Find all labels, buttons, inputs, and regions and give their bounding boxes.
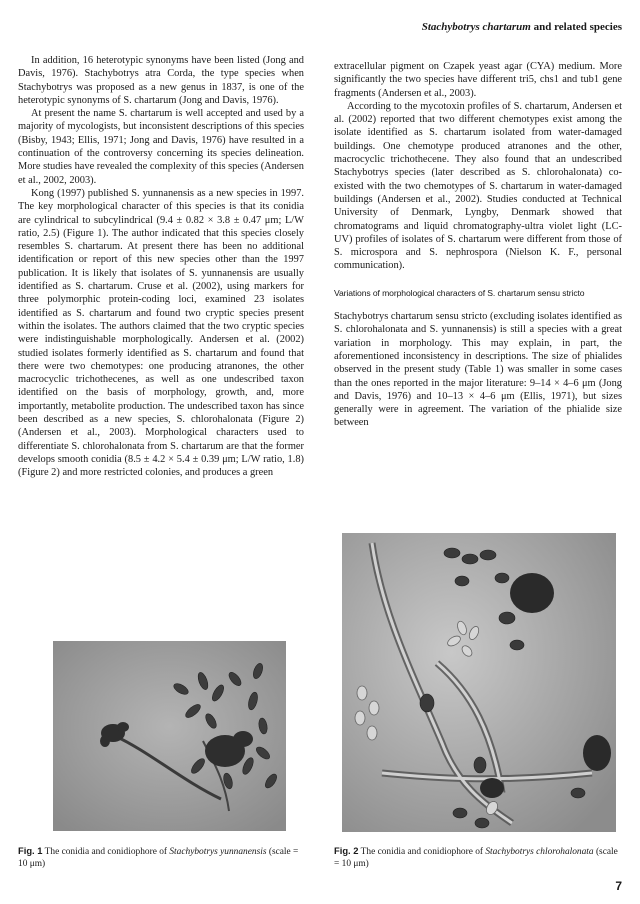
figure-2-micrograph xyxy=(342,533,616,832)
paragraph: Stachybotrys chartarum sensu stricto (excluding isolates identified as S. chlorohalonata and S. yunnanensis) is still a species with a great variation in morphology. This may explain, in part, the aforementioned inconsistency in descriptions. The size of phialides observed in the present study (Table 1) was smaller in some cases than the ones reported in the major literature: 9–14 × 4–6 μm (Jong and Davis, 1976) and 10–13 × 4–6 μm (Ellis, 1971), but sizes generally were in agreement. The variation of the phialide size between xyxy=(334,311,622,429)
paragraph: In addition, 16 heterotypic synonyms have been listed (Jong and Davis, 1976). Stachybotrys atra Corda, the type species when Stachybotrys was proposed as a new genus in 1837, is one of the heterotypic synonyms of S. chartarum (Jong and Davis, 1976). xyxy=(18,55,304,106)
figure-2-caption xyxy=(334,845,622,870)
paragraph: Kong (1997) published S. yunnanensis as a new species in 1997. The key morphological character of this species is that its conidia are cylindrical to subcylindrical (9.4 ± 0.82 × 3.8 ± 0.47 μm; L/W ratio, 2.5) (Figure 1). The author indicated that this species closely resembles S. chartarum. At present there has been no additional identification or report of this new species other than the 1997 publication. It is likely that isolates of S. yunnanensis are usually identified as S. chartarum. Cruse et al. (2002), using markers for three polymorphic protein-coding loci, examined 23 isolates identified as S. chartarum and found two cryptic species present within the isolates. The authors claimed that the two cryptic species were indistinguishable morphologically. Andersen et al. (2002) studied isolates formerly identified as S. chartarum and found that there were two chemotypes: one producing atranones, the other macrocyclic trichothecenes, as well as one undescribed taxon identified on the basis of morphology, growth, and, more importantly, metabolite production. The undescribed taxon has since been described as a new species, S. chlorohalonata (Figure 2) (Andersen et al., 2003). Morphological characters used to differentiate S. chlorohalonata from S. chartarum are that the former develops smooth conidia (8.5 ± 4.2 × 5.4 ± 0.39 μm; L/W ratio, 1.8) (Figure 2) and more restricted colonies, and produces a green xyxy=(18,187,304,479)
figure-1-caption xyxy=(18,845,306,870)
right-column xyxy=(334,60,622,430)
section-subheading: Variations of morphological characters of S. chartarum sensu stricto xyxy=(334,287,585,298)
figure-label: Fig. 1 xyxy=(18,845,43,856)
caption-text: The conidia and conidiophore of xyxy=(42,847,170,857)
caption-text: (scale = 10 μm) xyxy=(334,847,618,869)
running-head-rest: and related species xyxy=(530,21,622,33)
paragraph: extracellular pigment on Czapek yeast agar (CYA) medium. More significantly the two species have different tri5, chs1 and tub1 gene fragments (Andersen et al., 2003). xyxy=(334,61,622,99)
caption-species: Stachybotrys yunnanensis xyxy=(169,847,267,857)
figure-label: Fig. 2 xyxy=(334,845,359,856)
caption-species: Stachybotrys chlorohalonata xyxy=(485,847,594,857)
page-number: 7 xyxy=(615,879,622,893)
caption-text: (scale = 10 μm) xyxy=(18,847,299,869)
paragraph: According to the mycotoxin profiles of S. chartarum, Andersen et al. (2002) reported that two different chemotypes exist among the isolate identified as S. chartarum isolated from water-damaged buildings. One chemotype produced atranones and the other, macrocyclic trichothecene. They also found that an undescribed Stachybotrys species (later described as S. chlorohalonata) co-existed with the two chemotypes of S. chartarum in water-damaged buildings (Andersen et al., 2002). Studies conducted at Technical University of Denmark, Lyngby, Denmark showed that chromatograms and liquid chromatography-ultra violet light (LC-UV) profiles of isolates of S. chartarum were different from those of S. microspora and S. nephrospora (Nielson K. F., personal communication). xyxy=(334,100,622,272)
running-head xyxy=(422,21,622,33)
paragraph: At present the name S. chartarum is well accepted and used by a majority of mycologists, but inconsistent descriptions of this species (Bisby, 1943; Ellis, 1971; Jong and Davis, 1976) have resulted in a continuation of the controversy concerning its species delineation. More studies have revealed the complexity of this species (Andersen et al., 2002, 2003). xyxy=(18,108,304,186)
caption-text: The conidia and conidiophore of xyxy=(358,847,486,857)
figure-1-micrograph xyxy=(53,641,286,831)
running-head-species: Stachybotrys chartarum xyxy=(421,21,531,33)
left-column xyxy=(18,54,304,480)
